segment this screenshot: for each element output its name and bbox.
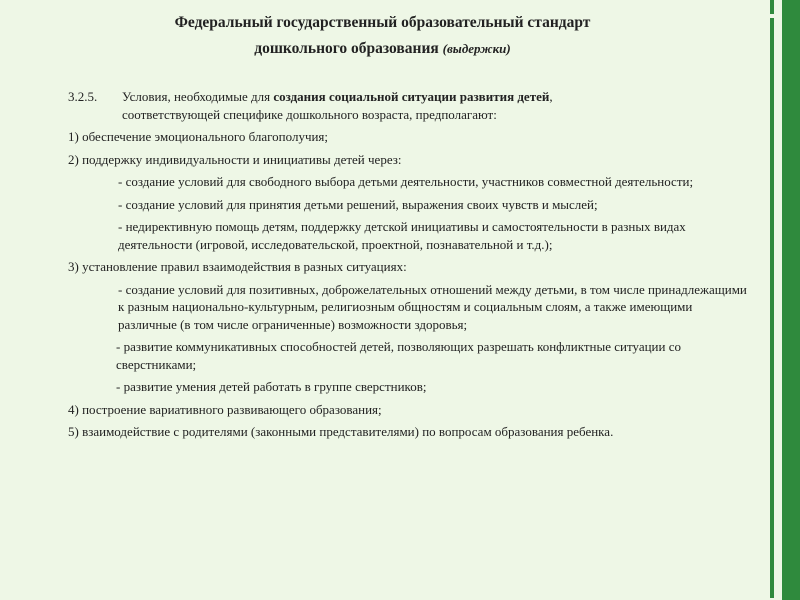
list-subitem-2b: - создание условий для принятия детьми решений, выражения своих чувств и мыслей; bbox=[118, 196, 598, 212]
list-subitem-2c: - недирективную помощь детям, поддержку детской инициативы и самостоятельности в разных видах деятельности (игровой, исследовательской, проектной, познавательной и т.д.); bbox=[118, 219, 686, 252]
list-item-3: 3) установление правил взаимодействия в разных ситуациях: bbox=[68, 259, 407, 274]
list-item-5: 5) взаимодействие с родителями (законными представителями) по вопросам образования ребенка. bbox=[68, 424, 614, 439]
list-item-1: 1) обеспечение эмоционального благополучия; bbox=[68, 129, 329, 144]
section-text-comma: , bbox=[549, 89, 553, 104]
list-item-4: 4) построение вариативного развивающего образования; bbox=[68, 401, 382, 417]
section-text-bold: создания социальной ситуации развития детей bbox=[273, 89, 550, 104]
list-subitem-3c: - развитие умения детей работать в группе сверстников; bbox=[116, 379, 427, 394]
list-item-2: 2) поддержку индивидуальности и инициативы детей через: bbox=[68, 151, 402, 167]
list-subitem-3b: - развитие коммуникативных способностей детей, позволяющих разрешать конфликтные ситуации со сверстниками; bbox=[116, 339, 681, 372]
section-text bbox=[122, 88, 553, 123]
title-line-1: Федеральный государственный образовательный стандарт bbox=[174, 14, 591, 31]
title-main: дошкольного образования bbox=[254, 40, 439, 57]
content bbox=[68, 88, 748, 446]
section-text-start: Условия, необходимые для bbox=[122, 89, 274, 104]
list-subitem-3a: - создание условий для позитивных, доброжелательных отношений между детьми, в том числе принадлежащими к разным национально-культурным, религиозным общностям и социальным слоям, а также имеющими различные (в том числе ограниченные) возможности здоровья; bbox=[118, 281, 747, 332]
list-subitem-2a: - создание условий для свободного выбора детьми деятельности, участников совместной деятельности; bbox=[118, 174, 694, 189]
right-decor-bar bbox=[782, 0, 800, 600]
title-subtitle: (выдержки) bbox=[442, 41, 511, 56]
section-text-line2: соответствующей специфике дошкольного возраста, предполагают: bbox=[122, 106, 497, 122]
title-line-2 bbox=[0, 40, 765, 58]
decor-stripe bbox=[770, 18, 774, 598]
section-3-2-5 bbox=[68, 88, 748, 123]
decor-stripe-top bbox=[770, 0, 774, 14]
section-number: 3.2.5. bbox=[68, 89, 98, 104]
